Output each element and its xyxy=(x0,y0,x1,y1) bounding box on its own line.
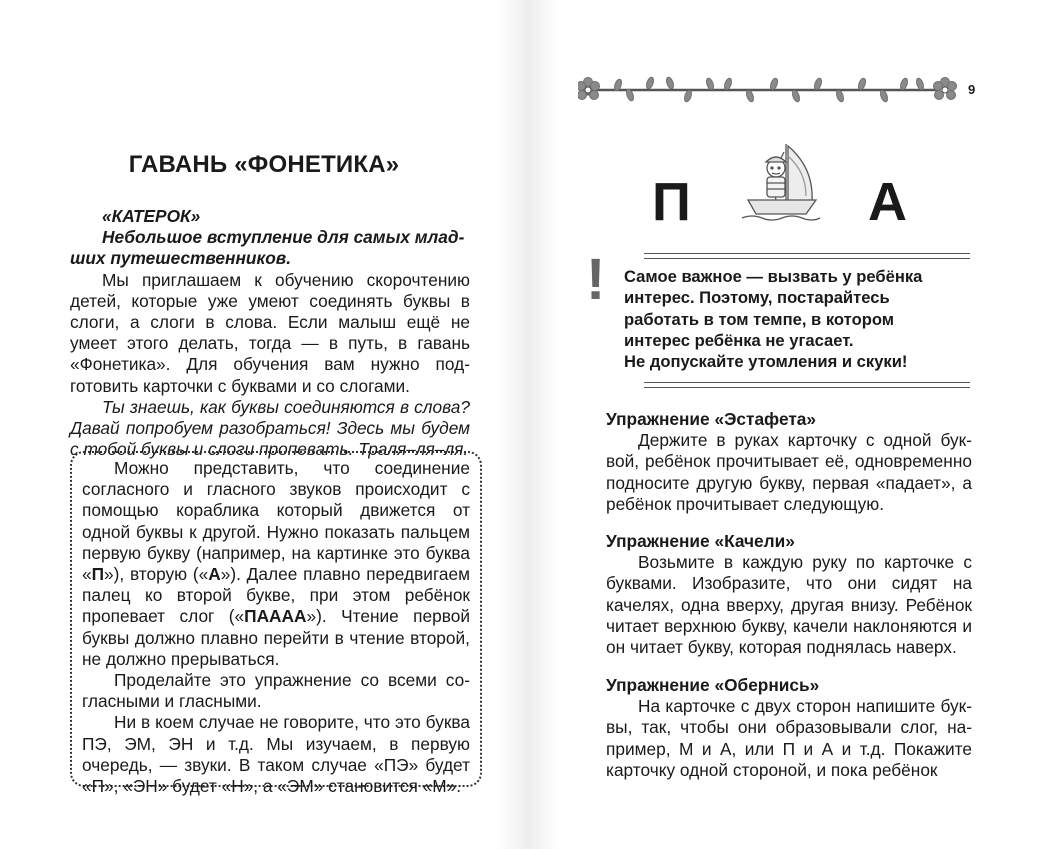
paragraph-2: Ты знаешь, как буквы соединяются в слова? Давай попробуем разобраться! Здесь мы будем с тобой буквы и слоги пропевать. Траля–ля–ля. xyxy=(70,396,470,460)
box-paragraph-2: Проделайте это упражнение со всеми согласными и гласными. xyxy=(82,670,470,712)
box-text-part: »), вторую (« xyxy=(104,564,209,585)
paragraph-1: Мы приглашаем к обучению скорочтению детей, которые уже умеют соединять буквы в слоги, а слоги в слова. Если малыш ещё не умеет этого делать, тогда — в путь, в гавань «Фонетика». Для обучения вам нужно подготовить карточки с буквами и со слогами. xyxy=(70,269,470,396)
sailboat-boy-icon xyxy=(740,138,820,222)
exercise-text: Держите в руках карточку с одной буквой, ребёнок прочитывает её, одновременно подносите другую букву, первая «падает», а ребёнок прочитывает следующую. xyxy=(606,430,972,514)
box-text-part: »). Чтение первой буквы должно плавно перейти в чтение второй, не должно прерываться. xyxy=(82,606,470,669)
rule-top xyxy=(644,253,970,259)
rule-bottom xyxy=(644,382,970,388)
page-number: 9 xyxy=(968,82,976,97)
section-title: «КАТЕРОК» xyxy=(102,206,201,226)
gutter-shadow-left xyxy=(498,0,528,849)
exercise-obernis xyxy=(606,675,972,781)
info-box-text xyxy=(82,458,470,797)
big-letter-a: А xyxy=(868,172,907,232)
important-line: Самое важное — вызвать у ребёнка xyxy=(624,267,923,286)
syllable-bold: ПАААА xyxy=(244,606,307,627)
important-note xyxy=(624,266,984,372)
box-paragraph-1 xyxy=(82,458,470,670)
vine-border-icon xyxy=(578,74,960,106)
big-letter-p: П xyxy=(652,172,691,232)
exercise-kacheli xyxy=(606,531,972,658)
exercise-text: Возьмите в каждую руку по карточке с буквами. Изобразите, что они сидят на качелях, одна вверху, другая внизу. Ребёнок читает верхнюю букву, качели наклоняются и он читает букву, которая поднялась наверх. xyxy=(606,552,972,658)
exercise-text: На карточке с двух сторон напишите буквы, так, чтобы они образовывали слог, например, М и А, или П и А и т.д. Покажите карточку одной стороной, и пока ребёнок xyxy=(606,696,972,780)
gutter-shadow-right xyxy=(528,0,558,849)
exercise-title: Упражнение «Обернись» xyxy=(606,675,820,695)
important-line: Не допускайте утомления и скуки! xyxy=(624,352,908,372)
page-heading: ГАВАНЬ «ФОНЕТИКА» xyxy=(128,151,400,178)
intro-block xyxy=(70,206,470,460)
exercise-title: Упражнение «Качели» xyxy=(606,531,795,551)
exercise-title: Упражнение «Эстафета» xyxy=(606,409,817,429)
letter-p-bold: П xyxy=(91,564,105,585)
letter-a-bold: А xyxy=(208,564,221,585)
right-page xyxy=(528,0,1056,849)
intro-bold: Небольшое вступление для самых младших путешественников. xyxy=(70,227,465,269)
exclamation-icon: ! xyxy=(586,247,606,312)
box-text-part: Можно представить, что соединение согласного и гласного звуков происходит с помощью кораблика который движется от одной буквы к другой. Нужно показать пальцем первую букву (например, на картинке это буква « xyxy=(82,458,470,585)
box-paragraph-3: Ни в коем случае не говорите, что это буква ПЭ, ЭМ, ЭН и т.д. Мы изучаем, в первую очередь, — звуки. В таком случае «ПЭ» будет «П», «ЭН» будет «Н», а «ЭМ» становится «М». xyxy=(82,712,470,797)
exercise-estafeta xyxy=(606,409,972,515)
important-line: интерес ребёнка не угасает. xyxy=(624,330,854,350)
important-line: работать в том темпе, в котором xyxy=(624,309,895,329)
box-text-part: »). Далее плавно передвигаем палец ко второй букве, при этом ребёнок пропевает слог (« xyxy=(82,564,470,627)
important-line: интерес. Поэтому, постарайтесь xyxy=(624,288,890,308)
